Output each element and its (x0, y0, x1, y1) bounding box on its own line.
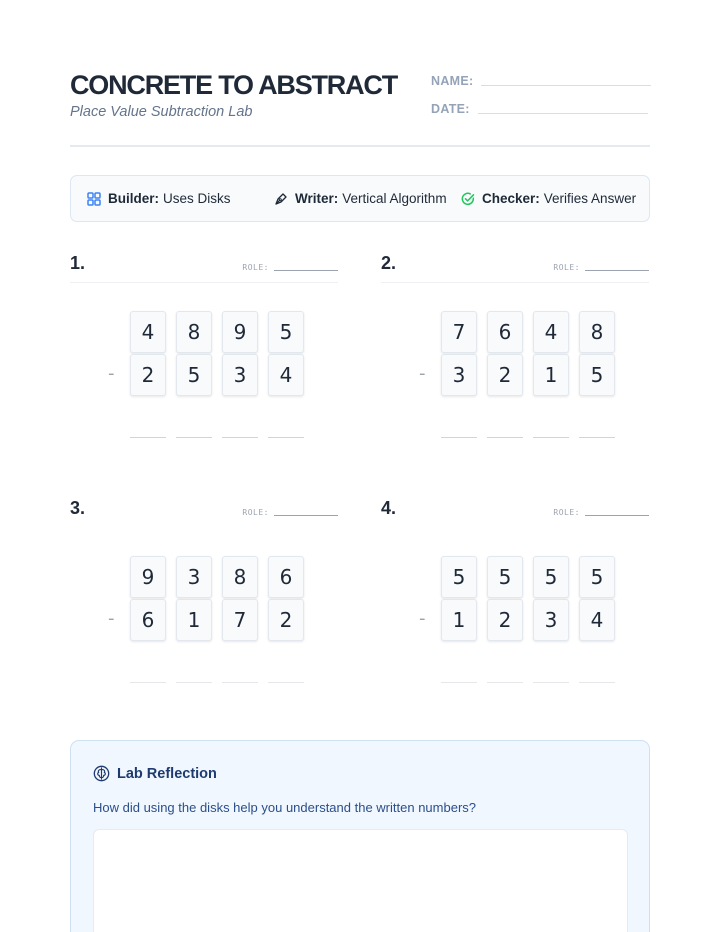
role-input[interactable] (274, 515, 338, 516)
role-builder (87, 191, 231, 206)
digit-tile: 5 (441, 556, 477, 598)
role-checker (461, 191, 636, 206)
minus-sign: - (108, 363, 115, 384)
digit-tile: 4 (130, 311, 166, 353)
digit-tile: 6 (487, 311, 523, 353)
digit-tile: 5 (579, 556, 615, 598)
digit-tile: 5 (579, 354, 615, 396)
problem-divider (381, 282, 649, 283)
digit-tile: 2 (487, 599, 523, 641)
grid-icon (87, 192, 101, 206)
date-field[interactable] (478, 113, 648, 114)
role-input[interactable] (585, 270, 649, 271)
role-writer-desc: Vertical Algorithm (342, 191, 447, 206)
role-writer-label: Writer: (295, 191, 339, 206)
minus-sign: - (419, 363, 426, 384)
digit-tile: 4 (268, 354, 304, 396)
check-circle-icon (461, 192, 475, 206)
role-input[interactable] (274, 270, 338, 271)
digit-tile: 5 (176, 354, 212, 396)
digit-tile: 5 (533, 556, 569, 598)
answer-blank[interactable] (487, 682, 523, 683)
digit-tile: 4 (533, 311, 569, 353)
answer-blank[interactable] (268, 682, 304, 683)
name-field[interactable] (481, 85, 651, 86)
answer-blank[interactable] (222, 682, 258, 683)
digit-tile: 8 (176, 311, 212, 353)
answer-blank[interactable] (441, 437, 477, 438)
digit-tile: 3 (533, 599, 569, 641)
name-row (431, 74, 651, 88)
answer-blank[interactable] (533, 437, 569, 438)
answer-blank[interactable] (130, 437, 166, 438)
digit-tile: 2 (130, 354, 166, 396)
role-label: ROLE: (242, 508, 269, 517)
role-label: ROLE: (242, 263, 269, 272)
answer-blank[interactable] (176, 437, 212, 438)
answer-blank[interactable] (130, 682, 166, 683)
role-field (553, 508, 649, 517)
problem-number: 1. (70, 253, 86, 273)
role-field (242, 263, 338, 272)
answer-blank[interactable] (222, 437, 258, 438)
role-builder-desc: Uses Disks (163, 191, 231, 206)
digit-tile: 7 (222, 599, 258, 641)
digit-tile: 5 (487, 556, 523, 598)
role-input[interactable] (585, 515, 649, 516)
digit-tile: 9 (130, 556, 166, 598)
digit-tile: 1 (176, 599, 212, 641)
role-checker-label: Checker: (482, 191, 540, 206)
digit-tile: 2 (487, 354, 523, 396)
reflection-title: Lab Reflection (117, 765, 217, 782)
digit-tile: 5 (268, 311, 304, 353)
role-writer (274, 191, 447, 206)
role-builder-label: Builder: (108, 191, 160, 206)
role-field (242, 508, 338, 517)
digit-tile: 4 (579, 599, 615, 641)
pen-icon (274, 192, 288, 206)
digit-tile: 6 (130, 599, 166, 641)
digit-tile: 8 (222, 556, 258, 598)
problem-divider (70, 282, 338, 283)
minus-sign: - (419, 608, 426, 629)
reflection-panel (70, 740, 650, 932)
header-divider (70, 145, 650, 147)
answer-blank[interactable] (176, 682, 212, 683)
answer-blank[interactable] (579, 682, 615, 683)
page-subtitle: Place Value Subtraction Lab (70, 104, 253, 120)
answer-blank[interactable] (533, 682, 569, 683)
page-title: CONCRETE TO ABSTRACT (70, 70, 398, 100)
reflection-question: How did using the disks help you understand the written numbers? (93, 800, 476, 815)
brain-icon (93, 765, 110, 782)
answer-blank[interactable] (268, 437, 304, 438)
date-label: DATE: (431, 102, 470, 116)
digit-tile: 2 (268, 599, 304, 641)
role-checker-desc: Verifies Answer (543, 191, 637, 206)
role-field (553, 263, 649, 272)
problem-number: 2. (381, 253, 397, 273)
digit-tile: 1 (441, 599, 477, 641)
answer-blank[interactable] (441, 682, 477, 683)
problem-number: 3. (70, 498, 86, 518)
digit-tile: 3 (222, 354, 258, 396)
date-row (431, 102, 648, 116)
digit-tile: 6 (268, 556, 304, 598)
digit-tile: 3 (176, 556, 212, 598)
role-label: ROLE: (553, 263, 580, 272)
problem-number: 4. (381, 498, 397, 518)
reflection-heading (93, 765, 217, 782)
reflection-answer-box[interactable] (93, 829, 628, 932)
digit-tile: 7 (441, 311, 477, 353)
name-label: NAME: (431, 74, 474, 88)
role-label: ROLE: (553, 508, 580, 517)
digit-tile: 9 (222, 311, 258, 353)
minus-sign: - (108, 608, 115, 629)
digit-tile: 3 (441, 354, 477, 396)
answer-blank[interactable] (487, 437, 523, 438)
digit-tile: 1 (533, 354, 569, 396)
answer-blank[interactable] (579, 437, 615, 438)
roles-bar (70, 175, 650, 222)
digit-tile: 8 (579, 311, 615, 353)
